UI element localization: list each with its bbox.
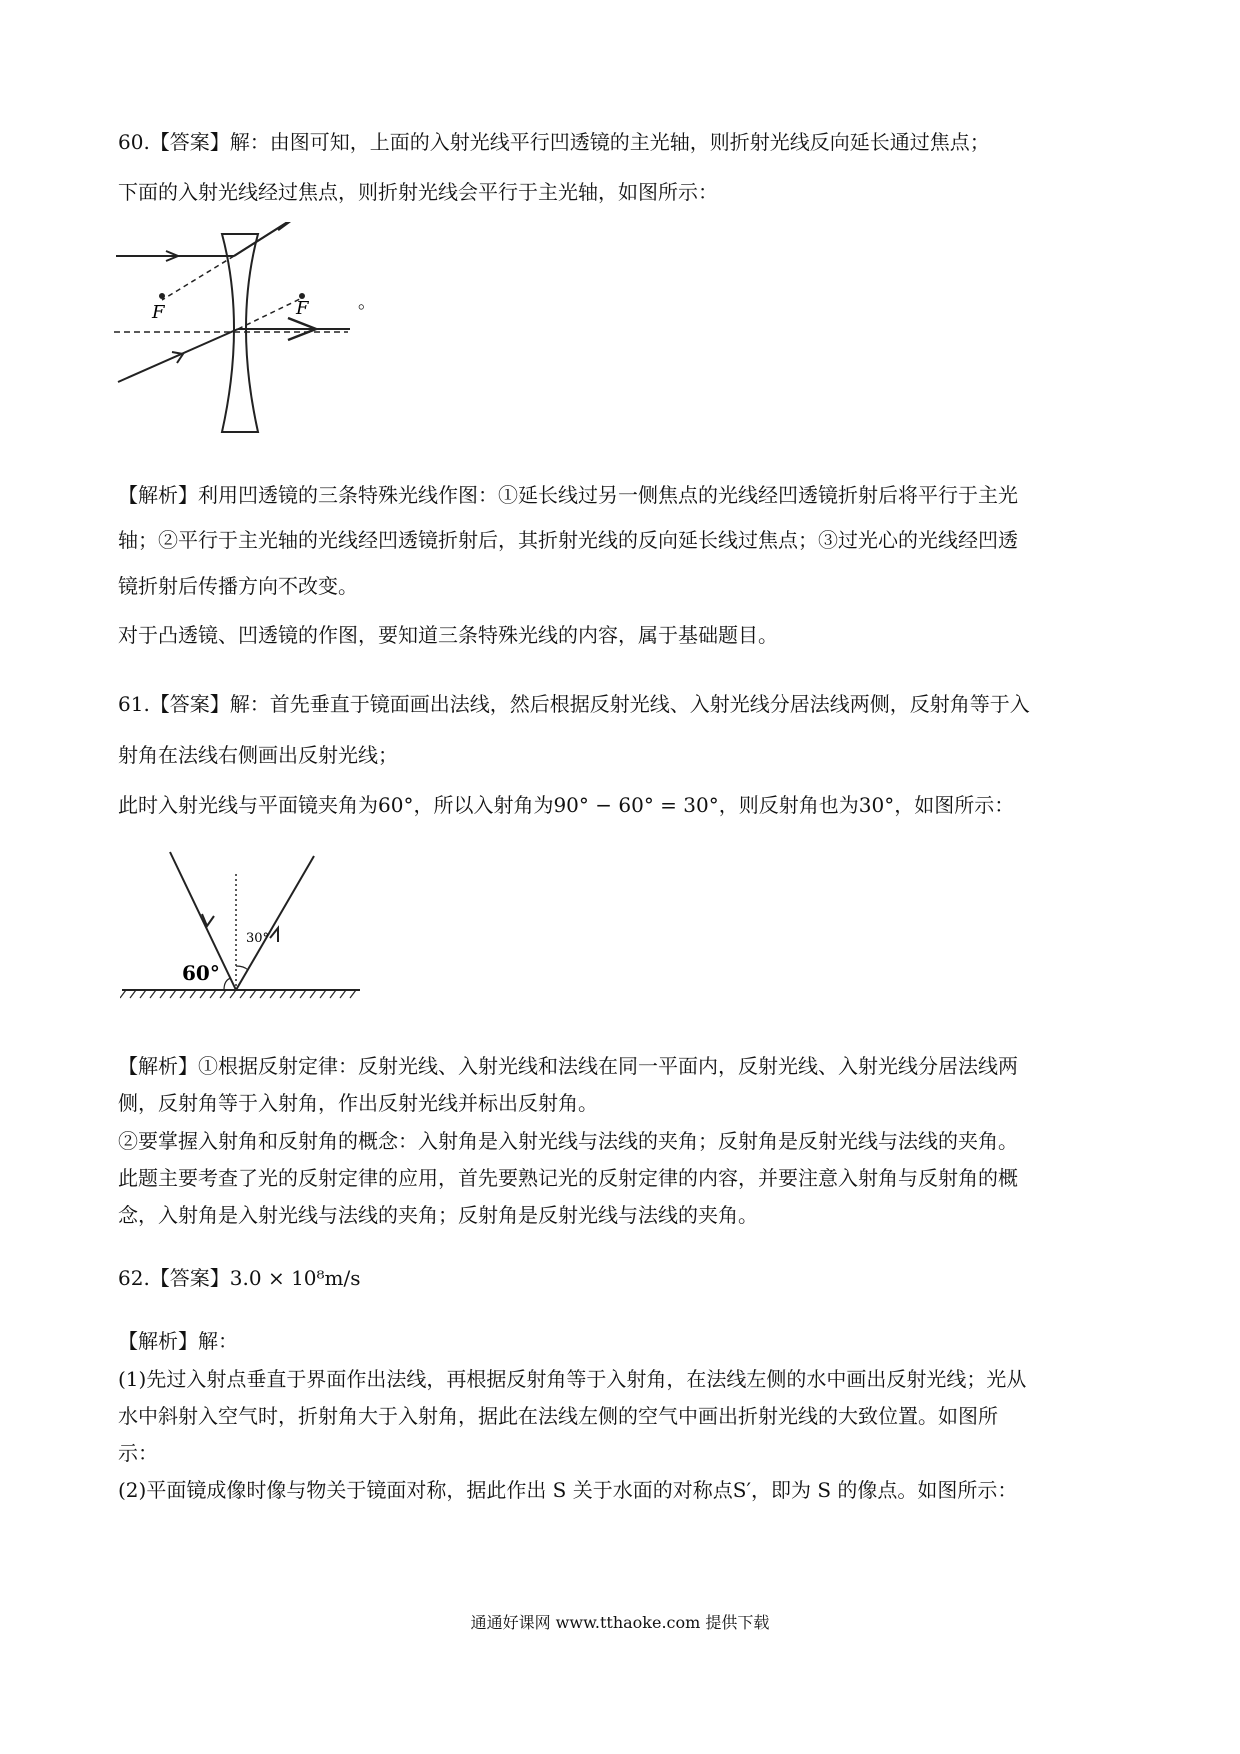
q60-answer-line-1: 60.【答案】解：由图可知，上面的入射光线平行凹透镜的主光轴，则折射光线反向延长通过焦点；	[118, 130, 990, 154]
mirror-hatching	[120, 990, 356, 998]
q60-answer-line-2: 下面的入射光线经过焦点，则折射光线会平行于主光轴，如图所示：	[118, 180, 718, 204]
q60-analysis-line-2: 轴；②平行于主光轴的光线经凹透镜折射后，其折射光线的反向延长线过焦点；③过光心的光线经凹透	[118, 528, 1018, 552]
q61-analysis-line-2: 侧，反射角等于入射角，作出反射光线并标出反射角。	[118, 1091, 598, 1115]
concave-lens-figure	[110, 222, 410, 442]
q61-analysis-line-1: 【解析】①根据反射定律：反射光线、入射光线和法线在同一平面内，反射光线、入射光线分居法线两	[118, 1054, 1018, 1078]
q62-analysis-line-1: (1)先过入射点垂直于界面作出法线，再根据反射角等于入射角，在法线左侧的水中画出反射光线；光从	[118, 1367, 1027, 1391]
focal-label-right: F	[296, 298, 309, 319]
q61-analysis-line-4: 此题主要考查了光的反射定律的应用，首先要熟记光的反射定律的内容，并要注意入射角与反射角的概	[118, 1166, 1018, 1190]
q61-answer-line-3: 此时入射光线与平面镜夹角为60°，所以入射角为90° − 60° = 30°，则反射角也为30°，如图所示：	[118, 793, 1015, 817]
q61-answer-line-1: 61.【答案】解：首先垂直于镜面画出法线，然后根据反射光线、入射光线分居法线两侧，反射角等于入	[118, 692, 1030, 716]
q62-analysis-head: 【解析】解：	[118, 1329, 238, 1353]
upper-refracted-ray	[234, 222, 316, 256]
reflection-figure	[120, 848, 370, 1008]
q60-analysis-line-3: 镜折射后传播方向不改变。	[118, 574, 358, 598]
q60-analysis-line-4: 对于凸透镜、凹透镜的作图，要知道三条特殊光线的内容，属于基础题目。	[118, 623, 778, 647]
page-footer: 通通好课网 www.tthaoke.com 提供下载	[470, 1613, 770, 1632]
angle-label-30: 30°	[246, 931, 270, 946]
q62-analysis-line-3: 示：	[118, 1441, 158, 1465]
trailing-mark: 。	[358, 292, 376, 313]
q61-answer-line-2: 射角在法线右侧画出反射光线；	[118, 743, 398, 767]
focal-label-left: F	[152, 302, 165, 323]
angle-label-60: 60°	[182, 961, 220, 985]
q60-analysis-line-1: 【解析】利用凹透镜的三条特殊光线作图：①延长线过另一侧焦点的光线经凹透镜折射后将平行于主光	[118, 483, 1018, 507]
focal-point-left	[159, 293, 165, 299]
q62-analysis-line-4: (2)平面镜成像时像与物关于镜面对称，据此作出 S 关于水面的对称点S′，即为 S 的像点。如图所示：	[118, 1478, 1018, 1502]
q62-analysis-line-2: 水中斜射入空气时，折射角大于入射角，据此在法线左侧的空气中画出折射光线的大致位置。如图所	[118, 1404, 998, 1428]
q62-answer: 62.【答案】3.0 × 10⁸m/s	[118, 1266, 361, 1290]
q61-analysis-line-3: ②要掌握入射角和反射角的概念：入射角是入射光线与法线的夹角；反射角是反射光线与法线的夹角。	[118, 1129, 1018, 1153]
upper-back-extension	[162, 256, 234, 300]
lower-incident-ray	[118, 329, 238, 382]
q61-analysis-line-5: 念，入射角是入射光线与法线的夹角；反射角是反射光线与法线的夹角。	[118, 1203, 758, 1227]
